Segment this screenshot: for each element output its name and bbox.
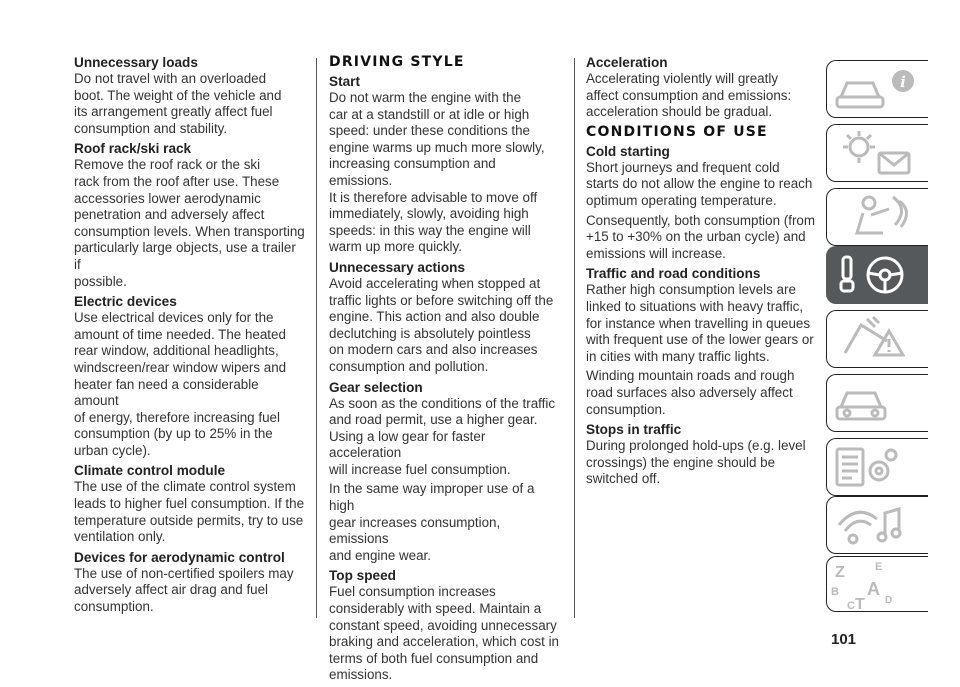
section-title: CONDITIONS OF USE — [586, 123, 768, 140]
index-letter: A — [867, 579, 880, 599]
subsection-heading: Gear selection — [329, 379, 423, 395]
body-paragraph: Winding mountain roads and rough road surfaces also adversely affect consumption. — [586, 368, 795, 417]
tab-alphabetical-index[interactable] — [826, 556, 928, 612]
body-paragraph: Rather high consumption levels are linked to situations with heavy traffic, for instance when travelling in queues with frequent use of the lower gears or in cities with many traffic lights. — [586, 282, 814, 364]
index-letter: T — [855, 596, 865, 613]
subsection-heading: Cold starting — [586, 143, 670, 159]
body-paragraph: Short journeys and frequent cold starts do not allow the engine to reach optimum operating temperature. — [586, 159, 813, 208]
column-divider — [316, 58, 317, 618]
index-letter: D — [885, 595, 893, 606]
subsection-heading: Stops in traffic — [586, 422, 682, 438]
index-letter: Z — [835, 564, 845, 581]
tab-maintenance[interactable] — [826, 374, 928, 432]
airbag-person-icon — [827, 189, 927, 245]
svg-text:i: i — [900, 73, 906, 91]
subsection-heading: Devices for aerodynamic control — [74, 549, 285, 565]
tab-safety[interactable] — [826, 188, 928, 246]
tab-starting-driving[interactable] — [826, 246, 928, 304]
section-title: DRIVING STYLE — [329, 54, 465, 70]
subsection-heading: Start — [329, 74, 360, 89]
alphabet-index-icon — [827, 557, 927, 613]
body-paragraph: Remove the roof rack or the ski rack from the roof after use. These accessories lower aerodynamic penetration and adversely affect consumption levels. When transporting particularly large objects, use a trailer if possible. — [74, 157, 305, 289]
subsection-heading: Unnecessary loads — [74, 55, 198, 70]
lights-message-icon — [827, 125, 927, 181]
body-paragraph: Use electrical devices only for the amount of time needed. The heated rear window, additional headlights, windscreen/rear window wipers and heater fan need a considerable amount of energy, therefore increasing fuel consumption (by up to 25% in the urban cycle). — [74, 310, 287, 458]
tab-multimedia[interactable] — [826, 496, 928, 554]
key-steering-wheel-icon — [827, 247, 927, 303]
tab-dashboard[interactable] — [826, 124, 928, 182]
tab-technical-data[interactable] — [826, 438, 928, 496]
subsection-heading: Unnecessary actions — [329, 259, 466, 275]
body-paragraph: Do not warm the engine with the car at a standstill or at idle or high speed: under these conditions the engine warms up much more slowly, increasing consumption and emissions. It is therefore advisable to move off immediately, slowly, avoiding high speeds: in this way the engine will warm up more quickly. — [329, 90, 545, 255]
body-paragraph: Accelerating violently will greatly affect consumption and emissions: acceleration should be gradual. — [586, 71, 792, 120]
subsection-heading: Top speed — [329, 568, 396, 584]
index-letter: C — [847, 600, 855, 612]
body-paragraph: The use of non-certified spoilers may adversely affect air drag and fuel consumption. — [74, 565, 294, 615]
text-column-3 — [586, 52, 818, 491]
subsection-heading: Roof rack/ski rack — [74, 141, 192, 157]
body-paragraph: Do not travel with an overloaded boot. The weight of the vehicle and its arrangement greatly affect fuel consumption and stability. — [74, 71, 282, 136]
page-number: 101 — [831, 631, 857, 648]
tab-emergency[interactable] — [826, 310, 928, 368]
multimedia-music-icon — [827, 497, 927, 553]
specs-gear-icon — [827, 439, 927, 495]
body-paragraph: The use of the climate control system leads to higher fuel consumption. If the temperature outside permits, try to use ventilation only. — [74, 479, 305, 545]
tab-vehicle-info[interactable] — [826, 60, 928, 118]
subsection-heading: Electric devices — [74, 294, 177, 310]
warning-triangle-icon — [827, 311, 927, 367]
body-paragraph: Consequently, both consumption (from +15 to +30% on the urban cycle) and emissions will increase. — [586, 212, 816, 261]
text-column-1 — [74, 52, 306, 619]
index-letter: B — [831, 586, 839, 598]
subsection-heading: Acceleration — [586, 55, 668, 70]
subsection-heading: Traffic and road conditions — [586, 266, 761, 282]
column-divider — [574, 58, 575, 618]
car-info-icon — [827, 61, 927, 117]
body-paragraph: During prolonged hold-ups (e.g. level crossings) the engine should be switched off. — [586, 438, 806, 487]
body-paragraph: Avoid accelerating when stopped at traffic lights or before switching off the engine. This action and also double declutching is absolutely pointless on modern cars and also increases consumption and pollution. — [329, 275, 554, 374]
text-column-2 — [329, 52, 561, 687]
body-paragraph: As soon as the conditions of the traffic and road permit, use a higher gear. Using a low gear for faster acceleration will increase fuel consumption. — [329, 395, 556, 477]
body-paragraph: Fuel consumption increases considerably with speed. Maintain a constant speed, avoiding unnecessary braking and acceleration, which cost in terms of both fuel consumption and emissions. — [329, 584, 560, 683]
car-service-icon — [827, 375, 927, 431]
index-letter: E — [875, 561, 883, 573]
body-paragraph: In the same way improper use of a high gear increases consumption, emissions and engine wear. — [329, 481, 535, 563]
subsection-heading: Climate control module — [74, 463, 226, 479]
